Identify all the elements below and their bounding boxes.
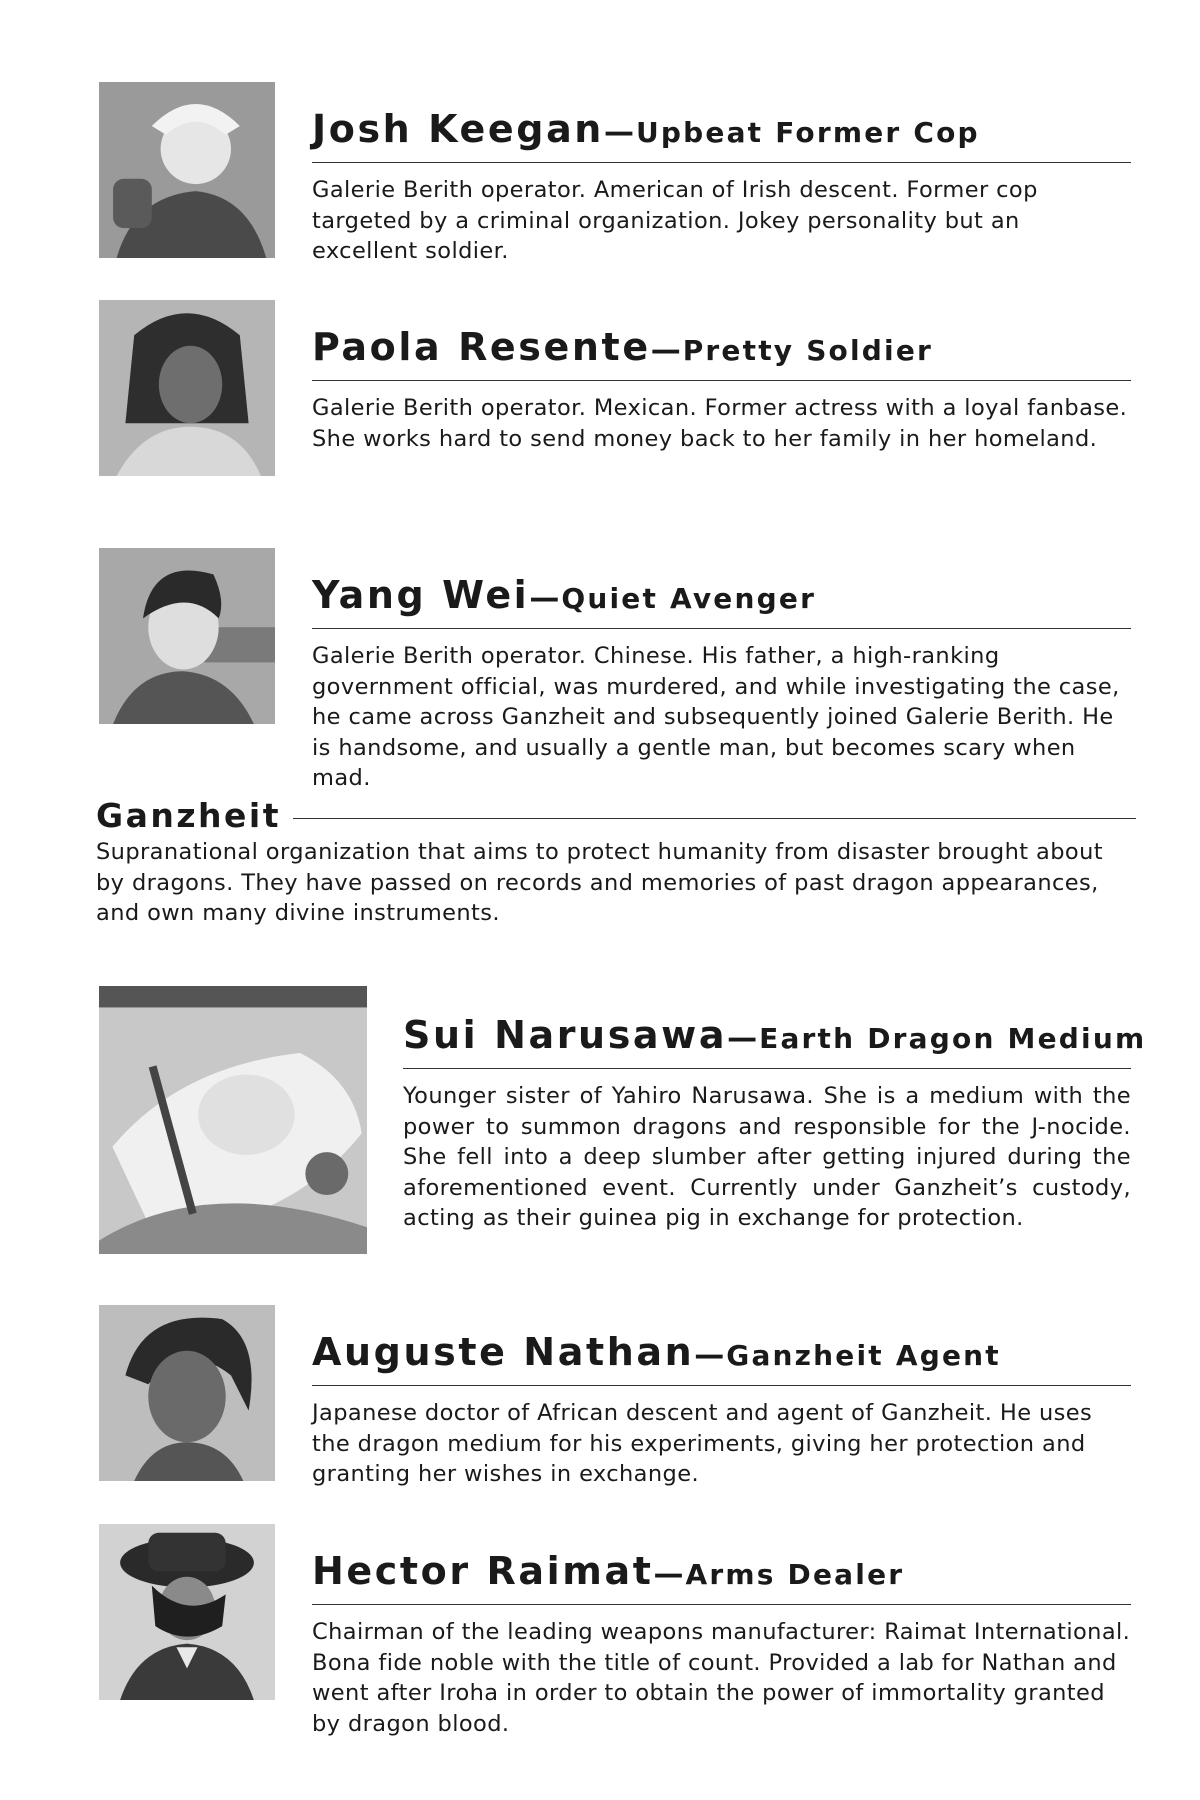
- character-role: Ganzheit Agent: [726, 1339, 1001, 1372]
- heading-dash: —: [727, 1021, 760, 1056]
- heading-rule: [403, 1068, 1131, 1069]
- portrait-placeholder-icon: [99, 300, 275, 476]
- character-entry-hector-raimat: [99, 1524, 1131, 1737]
- character-portrait-icon: [99, 300, 275, 476]
- character-heading: [403, 1013, 1147, 1057]
- portrait-placeholder-icon: [99, 1305, 275, 1481]
- portrait-placeholder-icon: [99, 986, 367, 1254]
- character-portrait-icon: [99, 1305, 275, 1481]
- character-role: Earth Dragon Medium: [759, 1022, 1147, 1055]
- heading-dash: —: [653, 1557, 686, 1592]
- heading-rule: [312, 628, 1131, 629]
- character-description: Chairman of the leading weapons manufacturer: Raimat International. Bona fide noble with the title of count. Provided a lab for Nathan and went after Iroha in order to obtain the power of immortality granted by dragon blood.: [312, 1619, 1131, 1737]
- heading-rule: [312, 1604, 1131, 1605]
- character-description: Japanese doctor of African descent and agent of Ganzheit. He uses the dragon medium for his experiments, giving her protection and granting her wishes in exchange.: [312, 1400, 1093, 1487]
- character-portrait-icon: [99, 548, 275, 724]
- heading-dash: —: [529, 581, 562, 616]
- heading-rule: [312, 1385, 1131, 1386]
- character-portrait-icon: [99, 82, 275, 258]
- character-role: Pretty Soldier: [682, 334, 934, 367]
- heading-rule: [312, 380, 1131, 381]
- character-entry-sui-narusawa: [99, 986, 1147, 1256]
- heading-dash: —: [650, 333, 683, 368]
- character-description: Galerie Berith operator. American of Irish descent. Former cop targeted by a criminal organization. Jokey personality but an excellent soldier.: [312, 177, 1038, 264]
- character-name: Yang Wei: [312, 573, 530, 617]
- character-role: Upbeat Former Cop: [635, 116, 980, 149]
- character-description: Younger sister of Yahiro Narusawa. She is a medium with the power to summon dragons and responsible for the J-nocide. She fell into a deep slumber after getting injured during the aforementioned event. Currently under Ganzheit’s custody, acting as their guinea pig in exchange for protection.: [403, 1083, 1131, 1231]
- character-role: Arms Dealer: [685, 1558, 905, 1591]
- character-role: Quiet Avenger: [561, 582, 817, 615]
- section-title: Ganzheit: [96, 796, 282, 835]
- character-portrait-icon: [99, 986, 367, 1254]
- character-name: Paola Resente: [312, 325, 651, 369]
- section-rule: [293, 818, 1136, 819]
- character-name: Sui Narusawa: [403, 1013, 728, 1057]
- character-entry-josh-keegan: [99, 82, 1131, 262]
- character-entry-auguste-nathan: [99, 1305, 1131, 1485]
- character-heading: [312, 325, 1131, 369]
- character-entry-paola-resente: [99, 300, 1131, 480]
- section-heading: [96, 796, 1136, 835]
- character-heading: [312, 1330, 1131, 1374]
- character-portrait-icon: [99, 1524, 275, 1700]
- character-description: Galerie Berith operator. Chinese. His father, a high-ranking government official, was murdered, and while investigating the case, he came across Ganzheit and subsequently joined Galerie Berith. He is handsome, and usually a gentle man, but becomes scary when mad.: [312, 643, 1120, 791]
- character-name: Hector Raimat: [312, 1549, 654, 1593]
- character-name: Josh Keegan: [312, 107, 604, 151]
- heading-rule: [312, 162, 1131, 163]
- character-entry-yang-wei: [99, 548, 1131, 791]
- section-ganzheit: [96, 796, 1136, 929]
- character-heading: [312, 573, 1131, 617]
- character-heading: [312, 1549, 1131, 1593]
- character-name: Auguste Nathan: [312, 1330, 695, 1374]
- heading-dash: —: [603, 115, 636, 150]
- portrait-placeholder-icon: [99, 548, 275, 724]
- character-heading: [312, 107, 1131, 151]
- portrait-placeholder-icon: [99, 82, 275, 258]
- heading-dash: —: [694, 1338, 727, 1373]
- section-description: Supranational organization that aims to protect humanity from disaster brought about by dragons. They have passed on records and memories of past dragon appearances, and own many divine instruments.: [96, 839, 1103, 926]
- character-description: Galerie Berith operator. Mexican. Former actress with a loyal fanbase. She works hard to send money back to her family in her homeland.: [312, 395, 1128, 452]
- portrait-placeholder-icon: [99, 1524, 275, 1700]
